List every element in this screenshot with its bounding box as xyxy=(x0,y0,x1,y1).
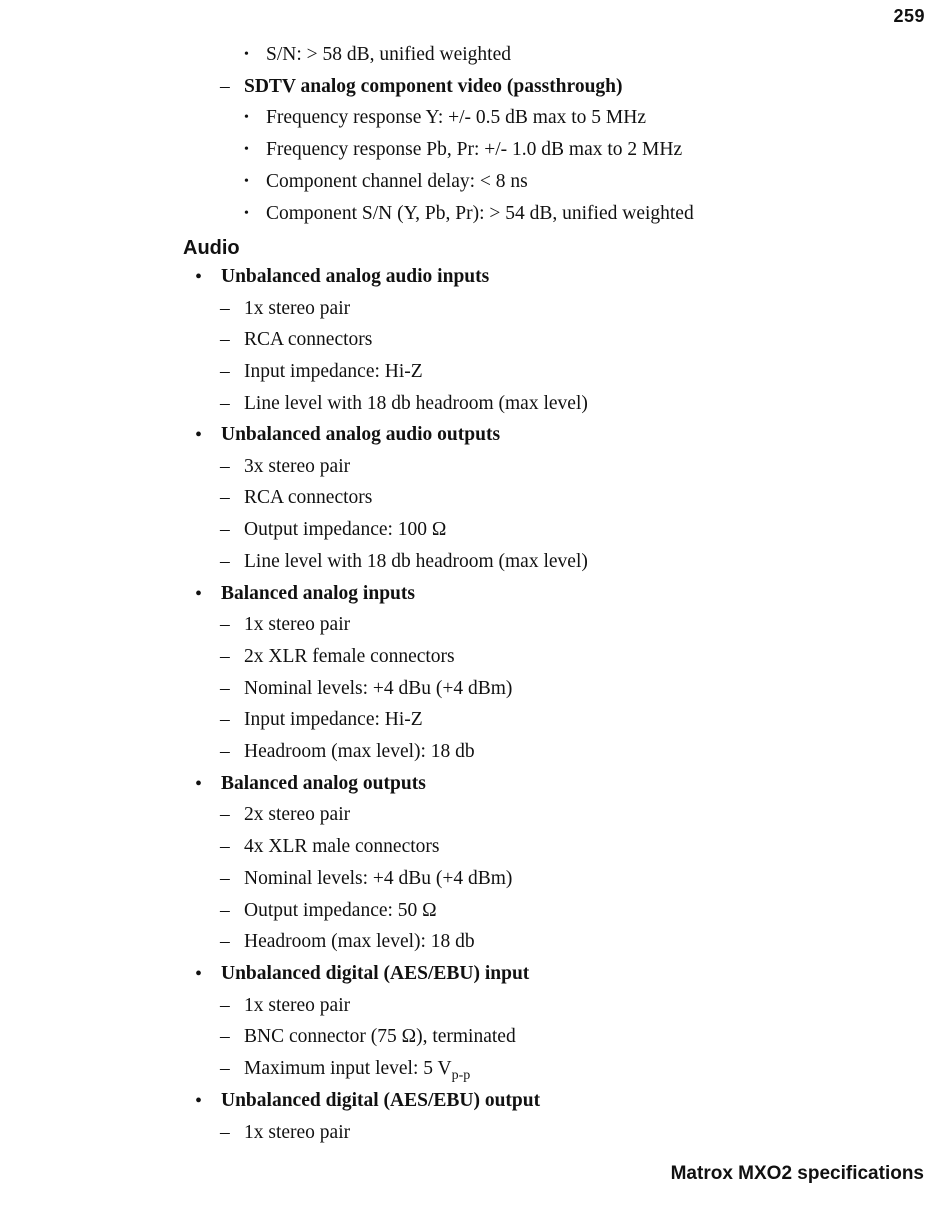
dash-mark: – xyxy=(220,551,230,572)
dash-mark: – xyxy=(220,678,230,699)
bullet-dot: • xyxy=(195,963,203,985)
item-text: 1x stereo pair xyxy=(244,298,351,319)
item-text: Nominal levels: +4 dBu (+4 dBm) xyxy=(244,868,513,889)
group-title-text: Unbalanced analog audio outputs xyxy=(221,424,501,445)
bullet-dot: • xyxy=(244,47,249,62)
item-text: 4x XLR male connectors xyxy=(244,836,440,857)
dash-mark: – xyxy=(220,868,230,889)
dash-mark: – xyxy=(220,329,230,350)
group-title-text: Balanced analog inputs xyxy=(221,583,415,604)
dash-mark: – xyxy=(220,741,230,762)
group-title-text: Unbalanced digital (AES/EBU) input xyxy=(221,963,530,984)
item-text: 1x stereo pair xyxy=(244,1122,351,1143)
item-text: 2x stereo pair xyxy=(244,804,351,825)
item-text: Component S/N (Y, Pb, Pr): > 54 dB, unified weighted xyxy=(266,203,694,224)
item-text: Line level with 18 db headroom (max level) xyxy=(244,551,588,572)
item-text: RCA connectors xyxy=(244,329,373,350)
item-text: Input impedance: Hi-Z xyxy=(244,361,423,382)
item-text: 2x XLR female connectors xyxy=(244,646,455,667)
bullet-dot: • xyxy=(195,773,203,795)
item-text: Headroom (max level): 18 db xyxy=(244,931,475,952)
item-text: Output impedance: 50 Ω xyxy=(244,900,437,921)
item-text: Headroom (max level): 18 db xyxy=(244,741,475,762)
item-text: Frequency response Pb, Pr: +/- 1.0 dB max to 2 MHz xyxy=(266,139,683,160)
dash-mark: – xyxy=(220,804,230,825)
dash-mark: – xyxy=(220,1122,230,1143)
item-text: 1x stereo pair xyxy=(244,995,351,1016)
item-text: S/N: > 58 dB, unified weighted xyxy=(266,44,511,65)
item-text: Line level with 18 db headroom (max level) xyxy=(244,393,588,414)
dash-mark: – xyxy=(220,361,230,382)
dash-mark: – xyxy=(220,614,230,635)
group-title-text: Unbalanced analog audio inputs xyxy=(221,266,490,287)
dash-mark: – xyxy=(220,76,230,97)
dash-mark: – xyxy=(220,931,230,952)
item-text: BNC connector (75 Ω), terminated xyxy=(244,1026,516,1047)
dash-mark: – xyxy=(220,393,230,414)
group-title-text: Unbalanced digital (AES/EBU) output xyxy=(221,1090,541,1111)
item-text: Input impedance: Hi-Z xyxy=(244,709,423,730)
group-title-text: Balanced analog outputs xyxy=(221,773,426,794)
dash-mark: – xyxy=(220,995,230,1016)
dash-mark: – xyxy=(220,709,230,730)
dash-mark: – xyxy=(220,900,230,921)
bullet-dot: • xyxy=(195,583,203,605)
bullet-dot: • xyxy=(244,174,249,189)
dash-mark: – xyxy=(220,298,230,319)
footer-title: Matrox MXO2 specifications xyxy=(670,1163,924,1184)
item-text: Output impedance: 100 Ω xyxy=(244,519,447,540)
item-text: Maximum input level: 5 V xyxy=(244,1058,452,1079)
dash-mark: – xyxy=(220,487,230,508)
bullet-dot: • xyxy=(195,424,203,446)
bullet-dot: • xyxy=(195,266,203,288)
item-text: Component channel delay: < 8 ns xyxy=(266,171,528,192)
bullet-dot: • xyxy=(244,110,249,125)
item-text: 1x stereo pair xyxy=(244,614,351,635)
dash-mark: – xyxy=(220,456,230,477)
section-heading: Audio xyxy=(183,237,240,259)
item-text: SDTV analog component video (passthrough) xyxy=(244,76,623,97)
bullet-dot: • xyxy=(244,142,249,157)
item-text: Frequency response Y: +/- 0.5 dB max to 5 MHz xyxy=(266,107,647,128)
bullet-dot: • xyxy=(244,206,249,221)
item-text: Nominal levels: +4 dBu (+4 dBm) xyxy=(244,678,513,699)
dash-mark: – xyxy=(220,1026,230,1047)
item-text: 3x stereo pair xyxy=(244,456,351,477)
dash-mark: – xyxy=(220,836,230,857)
page-number: 259 xyxy=(893,6,925,26)
dash-mark: – xyxy=(220,519,230,540)
dash-mark: – xyxy=(220,646,230,667)
item-text: RCA connectors xyxy=(244,487,373,508)
dash-mark: – xyxy=(220,1058,230,1079)
subscript: p-p xyxy=(451,1068,471,1083)
bullet-dot: • xyxy=(195,1090,203,1112)
